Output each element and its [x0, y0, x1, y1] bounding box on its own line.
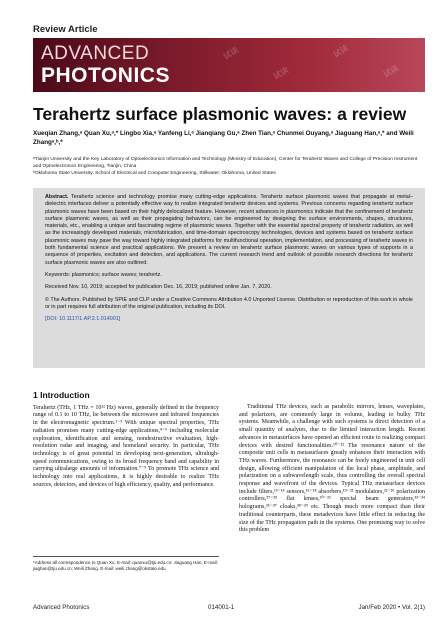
abstract-text: Terahertz science and technology promise many cutting-edge applications. Terahertz surface plasmonic waves that propagate at metal–dielectric interfaces deliver a potentially effective way to realize integrated terahertz devices and systems. Previous concerns regarding terahertz surface plasmonic waves have been based on their highly delocalized feature. However, recent advances in plasmonics indicate that the confinement of terahertz surface plasmonic waves, as well as their propagating behaviors, can be engineered by designing the surface environments, shapes, structures, materials, etc., enabling a unique and fascinating regime of plasmonic waves. Together with the essential spectral property of terahertz radiation, as well as the increasingly developed materials, microfabrication, and time-domain spectroscopy technologies, devices and systems based on terahertz surface plasmonic waves may pave the way toward highly integrated platforms for multifunctional operation, implementation, and processing of terahertz waves in both fundamental science and practical applications. We present a review on terahertz surface plasmonic waves on various types of supports in a sequence of properties, excitation and detection, and applications. The current research trend and outlook of possible research directions for terahertz surface plasmonic waves are also outlined. — [45, 194, 413, 266]
intro-paragraph-1: Terahertz (THz, 1 THz = 10¹² Hz) waves, generally defined in the frequency range of 0.1 to 10 THz, lie between the microwave and infrared frequencies in the electromagnetic spectrum.¹⁻³ With unique spectral properties, THz radiation promises many cutting-edge applications,⁴⁻⁶ including molecular exploration, identification and sensing, nondestructive evaluation, high-resolution radar and imaging, and homeland security. In particular, THz technology is of great potential in developing next-generation, ultrahigh-speed communications, owing to its broad frequency band and capability in carrying ultralarge amounts of information.⁷⁻⁹ To promote THz science and technology into real applications, it is highly desirable to realize THz sources, detectors, and devices of high efficiency, quality, and performance. — [33, 404, 219, 488]
publication-history: Received Nov. 10, 2019; accepted for publication Dec. 16, 2019; published online Jan. 7, 2020. — [45, 284, 272, 291]
keywords — [45, 272, 413, 279]
watermark-stamp: 试读 — [221, 45, 241, 62]
doi-link[interactable]: [DOI: 10.1117/1.AP.2.1.014001] — [45, 316, 121, 323]
abstract-label: Abstract. — [45, 194, 69, 200]
page-footer — [33, 604, 425, 614]
article-type-label: Review Article — [33, 24, 98, 35]
journal-banner — [33, 38, 425, 92]
abstract-paragraph — [45, 194, 413, 267]
watermark-stamp: 试读 — [331, 43, 351, 60]
footer-journal-name: Advanced Photonics — [33, 604, 90, 611]
journal-logo-line2: PHOTONICS — [41, 64, 170, 87]
intro-paragraph-2: Traditional THz devices, such as parabolic mirrors, lenses, waveplates, and polarizers, are commonly large in volume, leading to bulky THz systems. Meanwhile, a challenge with such systems is direct detection of a small quantity of analytes, due to the limited interaction length. Recent advances in metasurfaces have opened an efficient route to realizing compact devices with desired functionalities.¹⁰⁻¹² The resonance nature of the composite unit cells in metasurfaces greatly enhances their interaction with THz waves. Furthermore, the resonance can be freely engineered in unit cell design, allowing efficient manipulation of the local phase, amplitude, and polarization on a subwavelength scale, thus controlling the overall spectral response and wavefront of the devices. Typical THz metasurface devices include filters,¹³⁻¹⁴ sensors,¹⁵⁻¹⁸ absorbers,¹⁹⁻²¹ modulators,²²⁻²⁶ polarization controllers,²⁷⁻²⁹ flat lenses,³⁰⁻³² special beam generators,³³⁻³⁴ holograms,³⁵⁻³⁷ cloaks,³⁸⁻³⁹ etc. Though much more compact than their traditional counterparts, these metadevices have little effect in reducing the size of the THz propagation path in the systems. One promising way to solve this problem — [239, 404, 425, 534]
author-list: Xueqian Zhang,ᵃ Quan Xu,ᵃ,* Lingbo Xia,ᵃ Yanfeng Li,ᵃ Jianqiang Gu,ᵃ Zhen Tian,ᵃ Chunmei Ouyang,ᵃ Jiaguang Han,ᵃ,* and Weili Zhangᵃ,ᵇ,* — [33, 130, 414, 146]
abstract-box — [33, 188, 425, 368]
affiliation-a: ᵃTianjin University and the Key Laboratory of Optoelectronics Information and Technology (Ministry of Education), Center for Terahertz Waves and College of Precision Instrument and Optoelectronics Engineering, Tianjin, China — [33, 157, 418, 169]
license-notice: © The Authors. Published by SPIE and CLP under a Creative Commons Attribution 4.0 Unported License. Distribution or reproduction of this work in whole or in part requires full attribution of the original publication, including its DOI. — [45, 296, 413, 310]
correspondence-footnote: *Address all correspondence to Quan Xu, E-mail: quanxu@tju.edu.cn; Jiaguang Han, E-mail: jiaghan@tju.edu.cn; Weili Zhang, E-mail: weili.zhang@okstate.edu — [33, 556, 219, 572]
keywords-text: plasmonics; surface waves; terahertz. — [71, 271, 162, 278]
right-column — [239, 404, 425, 535]
keywords-label: Keywords: — [45, 271, 71, 278]
affiliations — [33, 156, 425, 177]
paper-title: Terahertz surface plasmonic waves: a review — [33, 104, 407, 124]
footer-page-number: 014001-1 — [208, 604, 235, 611]
affiliation-b: ᵇOklahoma State University, School of Electrical and Computer Engineering, Stillwater, Oklahoma, United States — [33, 171, 276, 176]
watermark-stamp: 试读 — [381, 63, 401, 80]
left-column — [33, 392, 219, 489]
footer-issue: Jan/Feb 2020 • Vol. 2(1) — [358, 604, 425, 611]
watermark-stamp: 试读 — [271, 65, 291, 82]
journal-logo-line1: ADVANCED — [41, 43, 150, 64]
section-heading: 1 Introduction — [33, 390, 90, 400]
